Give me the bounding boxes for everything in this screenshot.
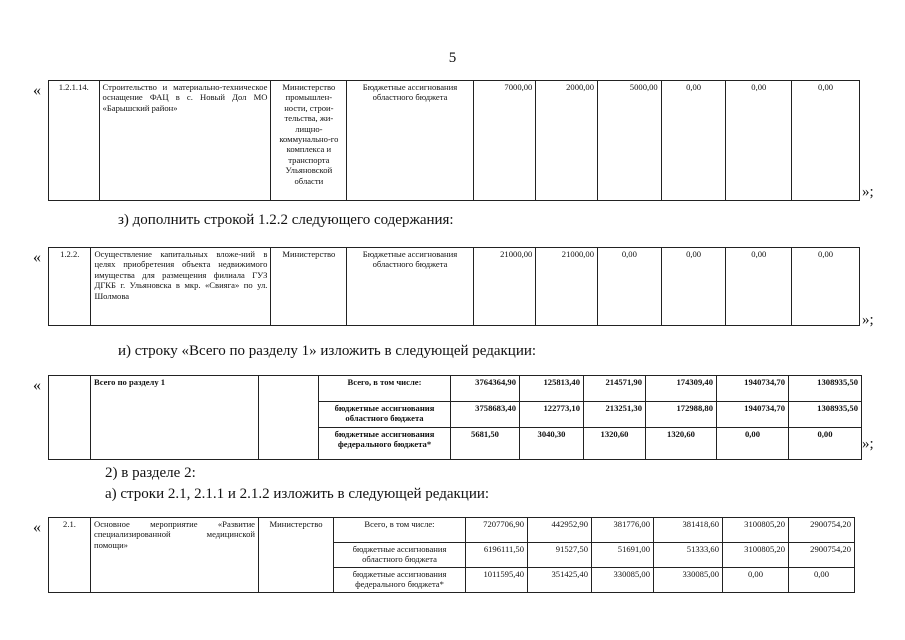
table-row-2-1 bbox=[48, 517, 855, 593]
value-year-5: 0,00 bbox=[792, 248, 860, 326]
value-year-1: 442952,90 bbox=[528, 518, 592, 543]
value-year-3: 51333,60 bbox=[654, 543, 723, 568]
value-year-3: 174309,40 bbox=[646, 376, 717, 402]
paragraph-2: 2) в разделе 2: bbox=[105, 465, 196, 481]
value-year-2: 330085,00 bbox=[592, 568, 654, 593]
value-year-4: 0,00 bbox=[723, 568, 789, 593]
page-number: 5 bbox=[448, 50, 457, 66]
value-year-5: 1308935,50 bbox=[789, 402, 862, 428]
value-year-5: 0,00 bbox=[789, 568, 855, 593]
value-total: 6196111,50 bbox=[466, 543, 528, 568]
paragraph-i: и) строку «Всего по разделу 1» изложить в следующей редакции: bbox=[118, 343, 537, 359]
value-year-4: 1940734,70 bbox=[717, 402, 789, 428]
table-row-1-2-2 bbox=[48, 247, 860, 326]
opening-quote: « bbox=[33, 377, 41, 394]
value-year-4: 3100805,20 bbox=[723, 518, 789, 543]
measure-name: Осуществление капитальных вложе-ний в целях приобретения объекта недвижимого имущества для размещения филиала ГУЗ ДГКБ г. Ульяновска в мкр. «Свияга» по ул. Шолмова bbox=[91, 248, 271, 326]
row-number: 1.2.2. bbox=[49, 248, 91, 326]
measure-name: Строительство и материально-техническое оснащение ФАЦ в с. Новый Дол МО «Барышский район» bbox=[99, 81, 271, 201]
value-total: 21000,00 bbox=[473, 248, 536, 326]
funding-source: бюджетные ассигнования областного бюджета bbox=[319, 402, 451, 428]
value-year-2: 381776,00 bbox=[592, 518, 654, 543]
value-total: 1011595,40 bbox=[466, 568, 528, 593]
row-number: 2.1. bbox=[49, 518, 91, 593]
section-total-title: Всего по разделу 1 bbox=[91, 376, 259, 460]
value-total: 5681,50 bbox=[451, 428, 520, 460]
value-year-2: 213251,30 bbox=[584, 402, 646, 428]
value-year-1: 122773,10 bbox=[520, 402, 584, 428]
value-year-4: 3100805,20 bbox=[723, 543, 789, 568]
value-year-1: 351425,40 bbox=[528, 568, 592, 593]
executor: Министерство bbox=[259, 518, 334, 593]
row-number: 1.2.1.14. bbox=[49, 81, 100, 201]
funding-source: бюджетные ассигнования федерального бюджета* bbox=[319, 428, 451, 460]
paragraph-a: а) строки 2.1, 2.1.1 и 2.1.2 изложить в следующей редакции: bbox=[105, 486, 490, 502]
closing-quote: »; bbox=[862, 436, 874, 452]
value-year-2: 51691,00 bbox=[592, 543, 654, 568]
value-year-4: 0,00 bbox=[726, 81, 792, 201]
closing-quote: »; bbox=[862, 312, 874, 328]
value-year-5: 1308935,50 bbox=[789, 376, 862, 402]
value-year-1: 3040,30 bbox=[520, 428, 584, 460]
value-year-3: 330085,00 bbox=[654, 568, 723, 593]
value-year-2: 0,00 bbox=[598, 248, 662, 326]
funding-source: бюджетные ассигнования федерального бюджета* bbox=[334, 568, 466, 593]
closing-quote: »; bbox=[862, 184, 874, 200]
funding-source: Бюджетные ассигнования областного бюджета bbox=[347, 81, 473, 201]
value-total: 3764364,90 bbox=[451, 376, 520, 402]
value-year-5: 0,00 bbox=[789, 428, 862, 460]
value-year-3: 381418,60 bbox=[654, 518, 723, 543]
value-year-5: 0,00 bbox=[792, 81, 860, 201]
value-total: 7000,00 bbox=[473, 81, 536, 201]
table-row bbox=[49, 518, 855, 543]
funding-source: Бюджетные ассигнования областного бюджета bbox=[347, 248, 473, 326]
value-year-3: 172988,80 bbox=[646, 402, 717, 428]
value-total: 7207706,90 bbox=[466, 518, 528, 543]
table-row-1-2-1-14 bbox=[48, 80, 860, 201]
table-row bbox=[49, 81, 860, 201]
value-total: 3758683,40 bbox=[451, 402, 520, 428]
value-year-2: 214571,90 bbox=[584, 376, 646, 402]
value-year-1: 91527,50 bbox=[528, 543, 592, 568]
opening-quote: « bbox=[33, 82, 41, 99]
value-year-3: 0,00 bbox=[661, 81, 726, 201]
value-year-4: 1940734,70 bbox=[717, 376, 789, 402]
value-year-1: 21000,00 bbox=[536, 248, 598, 326]
table-row bbox=[49, 248, 860, 326]
opening-quote: « bbox=[33, 249, 41, 266]
funding-source: Всего, в том числе: bbox=[319, 376, 451, 402]
value-year-2: 5000,00 bbox=[598, 81, 662, 201]
measure-name: Основное мероприятие «Развитие специализированной медицинской помощи» bbox=[91, 518, 259, 593]
value-year-1: 125813,40 bbox=[520, 376, 584, 402]
funding-source: бюджетные ассигнования областного бюджета bbox=[334, 543, 466, 568]
value-year-3: 1320,60 bbox=[646, 428, 717, 460]
value-year-3: 0,00 bbox=[661, 248, 726, 326]
executor: Министерство промышлен-ности, строи-тельства, жи-лищно-коммунально-го комплекса и транспорта Ульяновской области bbox=[271, 81, 347, 201]
value-year-4: 0,00 bbox=[717, 428, 789, 460]
value-year-5: 2900754,20 bbox=[789, 518, 855, 543]
value-year-1: 2000,00 bbox=[536, 81, 598, 201]
funding-source: Всего, в том числе: bbox=[334, 518, 466, 543]
value-year-5: 2900754,20 bbox=[789, 543, 855, 568]
opening-quote: « bbox=[33, 519, 41, 536]
executor: Министерство bbox=[271, 248, 347, 326]
table-row bbox=[49, 376, 862, 402]
value-year-4: 0,00 bbox=[726, 248, 792, 326]
paragraph-z: з) дополнить строкой 1.2.2 следующего содержания: bbox=[118, 212, 454, 228]
value-year-2: 1320,60 bbox=[584, 428, 646, 460]
table-section-1-total bbox=[48, 375, 862, 460]
